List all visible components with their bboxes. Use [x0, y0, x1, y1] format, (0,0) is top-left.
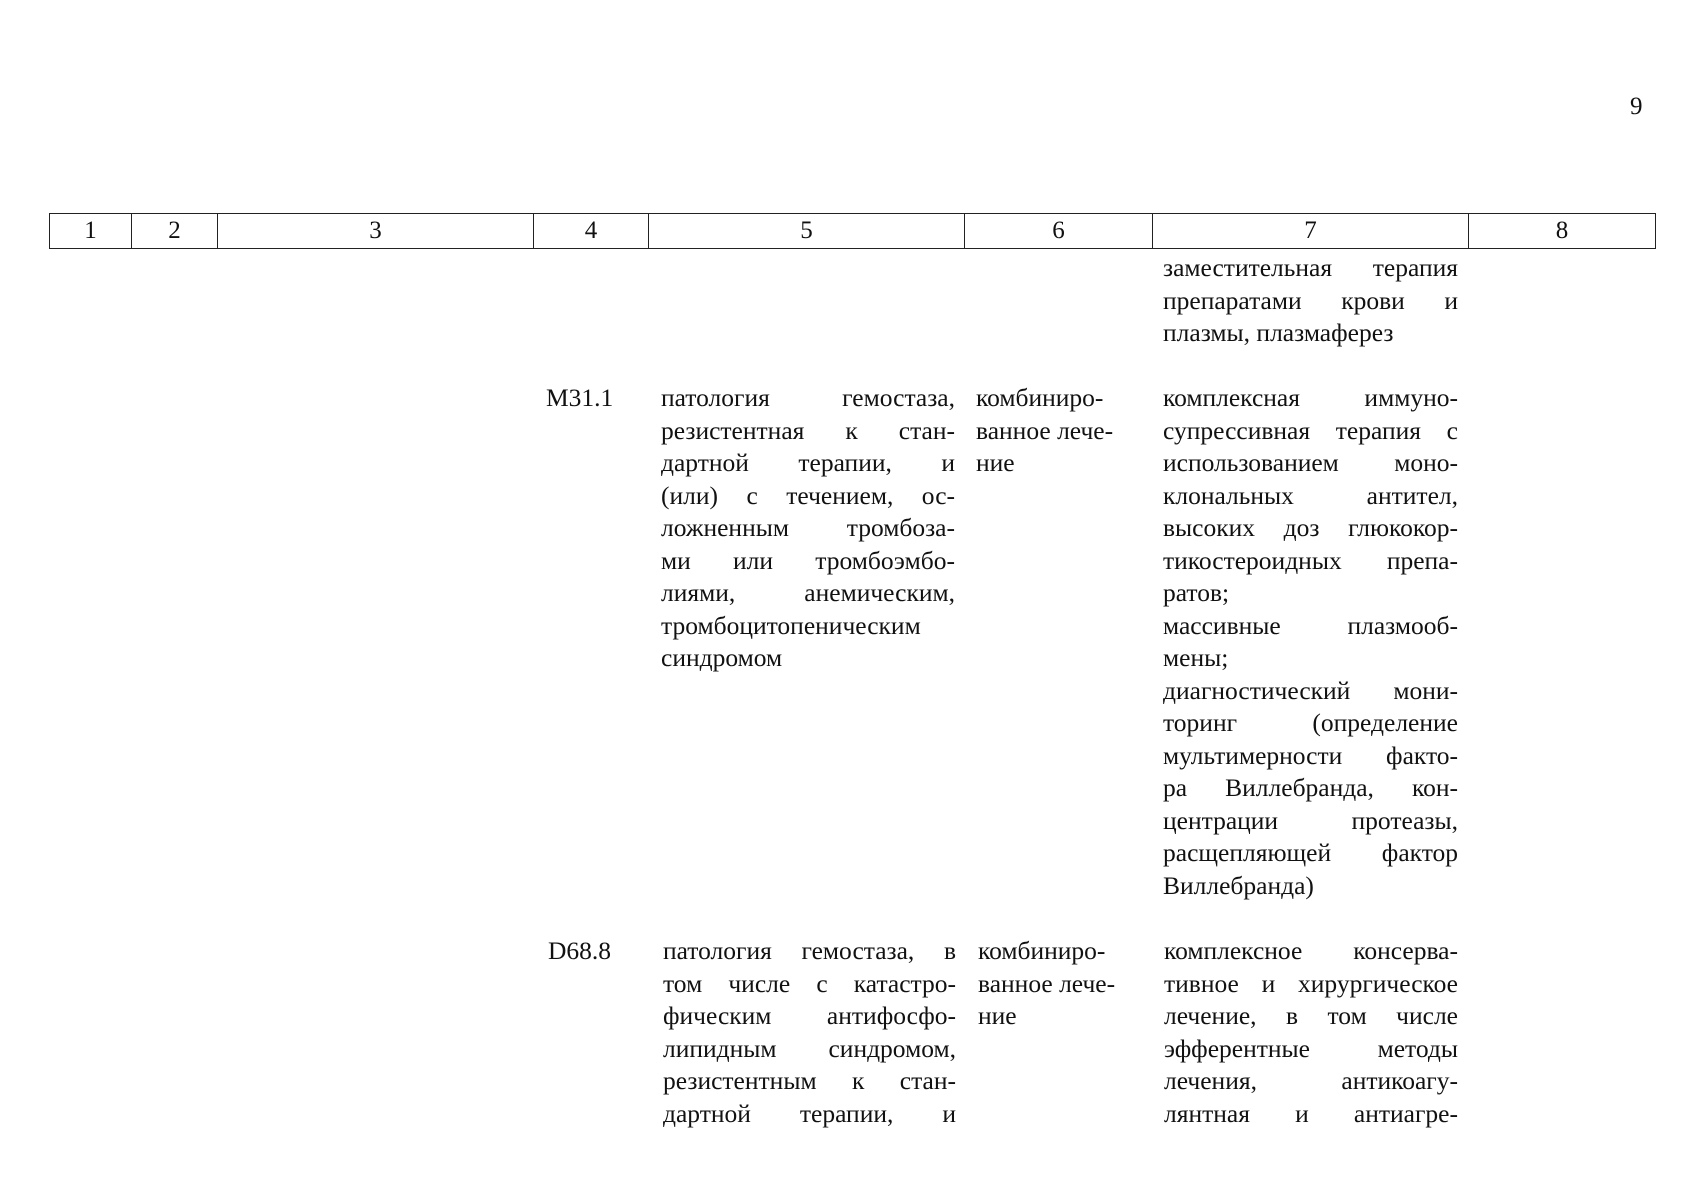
text-line: расщепляющей фактор — [1163, 838, 1458, 867]
text-line: тромбоцитопеническим — [661, 610, 921, 640]
text-line: дартной терапии, и — [663, 1098, 956, 1128]
column-number-5: 5 — [649, 214, 965, 249]
text-line: тикостероидных препа- — [1163, 545, 1458, 575]
treatment-method — [1163, 382, 1458, 902]
text-line: мены; — [1163, 643, 1229, 672]
treatment-type — [978, 935, 1146, 1033]
text-line: резистентная к стан- — [661, 415, 955, 445]
text-line: ми или тромбоэмбо- — [661, 545, 955, 575]
text-line: мультимерности факто- — [1163, 740, 1458, 770]
text-line: ние — [976, 448, 1015, 477]
text-line: препаратами крови и — [1163, 285, 1458, 315]
treatment-type — [976, 382, 1144, 480]
text-line: массивные плазмооб- — [1163, 610, 1458, 640]
column-number-3: 3 — [218, 214, 534, 249]
text-line: ра Виллебранда, кон- — [1163, 773, 1458, 802]
text-line: лиями, анемическим, — [661, 578, 955, 607]
text-line: (или) с течением, ос- — [661, 480, 955, 510]
text-line: ние — [978, 1001, 1017, 1030]
text-line: патология гемостаза, — [661, 383, 955, 412]
text-line: использованием моно- — [1163, 448, 1458, 477]
text-line: эфферентные методы — [1164, 1033, 1458, 1063]
diagnosis-code: M31.1 — [546, 383, 614, 412]
text-line: ратов; — [1163, 578, 1230, 607]
continuation-treatment-text — [1163, 252, 1458, 350]
diagnosis-code: D68.8 — [548, 936, 612, 965]
text-line: резистентным к стан- — [663, 1066, 956, 1095]
column-number-4: 4 — [534, 214, 649, 249]
text-line: фическим антифосфо- — [663, 1001, 956, 1030]
page-number: 9 — [1630, 93, 1643, 120]
column-number-7: 7 — [1153, 214, 1469, 249]
column-number-header — [49, 213, 1656, 249]
text-line: клональных антител, — [1163, 480, 1458, 510]
text-line: том числе с катастро- — [663, 968, 956, 998]
text-line: комбиниро- — [978, 936, 1106, 965]
text-line: высоких доз глюкокор- — [1163, 513, 1458, 542]
text-line: диагностический мони- — [1163, 675, 1458, 705]
text-line: ванное лече- — [978, 968, 1116, 998]
text-line: патология гемостаза, в — [663, 936, 956, 965]
text-line: торинг (определение — [1163, 708, 1458, 737]
text-line: тивное и хирургическое — [1164, 968, 1458, 998]
text-line: ложненным тромбоза- — [661, 513, 955, 542]
treatment-method — [1164, 935, 1458, 1130]
column-number-6: 6 — [965, 214, 1153, 249]
text-line: лечение, в том числе — [1164, 1001, 1458, 1030]
disease-description — [663, 935, 956, 1130]
text-line: плазмы, плазмаферез — [1163, 318, 1394, 347]
text-line: комплексная иммуно- — [1163, 383, 1458, 412]
text-line: Виллебранда) — [1163, 870, 1314, 900]
column-number-1: 1 — [50, 214, 132, 249]
text-line: синдромом — [661, 643, 783, 672]
column-number-2: 2 — [132, 214, 218, 249]
text-line: центрации протеазы, — [1163, 805, 1458, 835]
text-line: липидным синдромом, — [663, 1033, 956, 1063]
text-line: лечения, антикоагу- — [1164, 1066, 1458, 1095]
text-line: комплексное консерва- — [1164, 936, 1458, 965]
text-line: комбиниро- — [976, 383, 1104, 412]
text-line: ванное лече- — [976, 415, 1114, 445]
text-line: заместительная терапия — [1163, 253, 1458, 282]
text-line: дартной терапии, и — [661, 448, 955, 477]
text-line: лянтная и антиагре- — [1164, 1098, 1458, 1128]
text-line: супрессивная терапия с — [1163, 415, 1458, 445]
column-number-8: 8 — [1469, 214, 1656, 249]
disease-description — [661, 382, 955, 675]
